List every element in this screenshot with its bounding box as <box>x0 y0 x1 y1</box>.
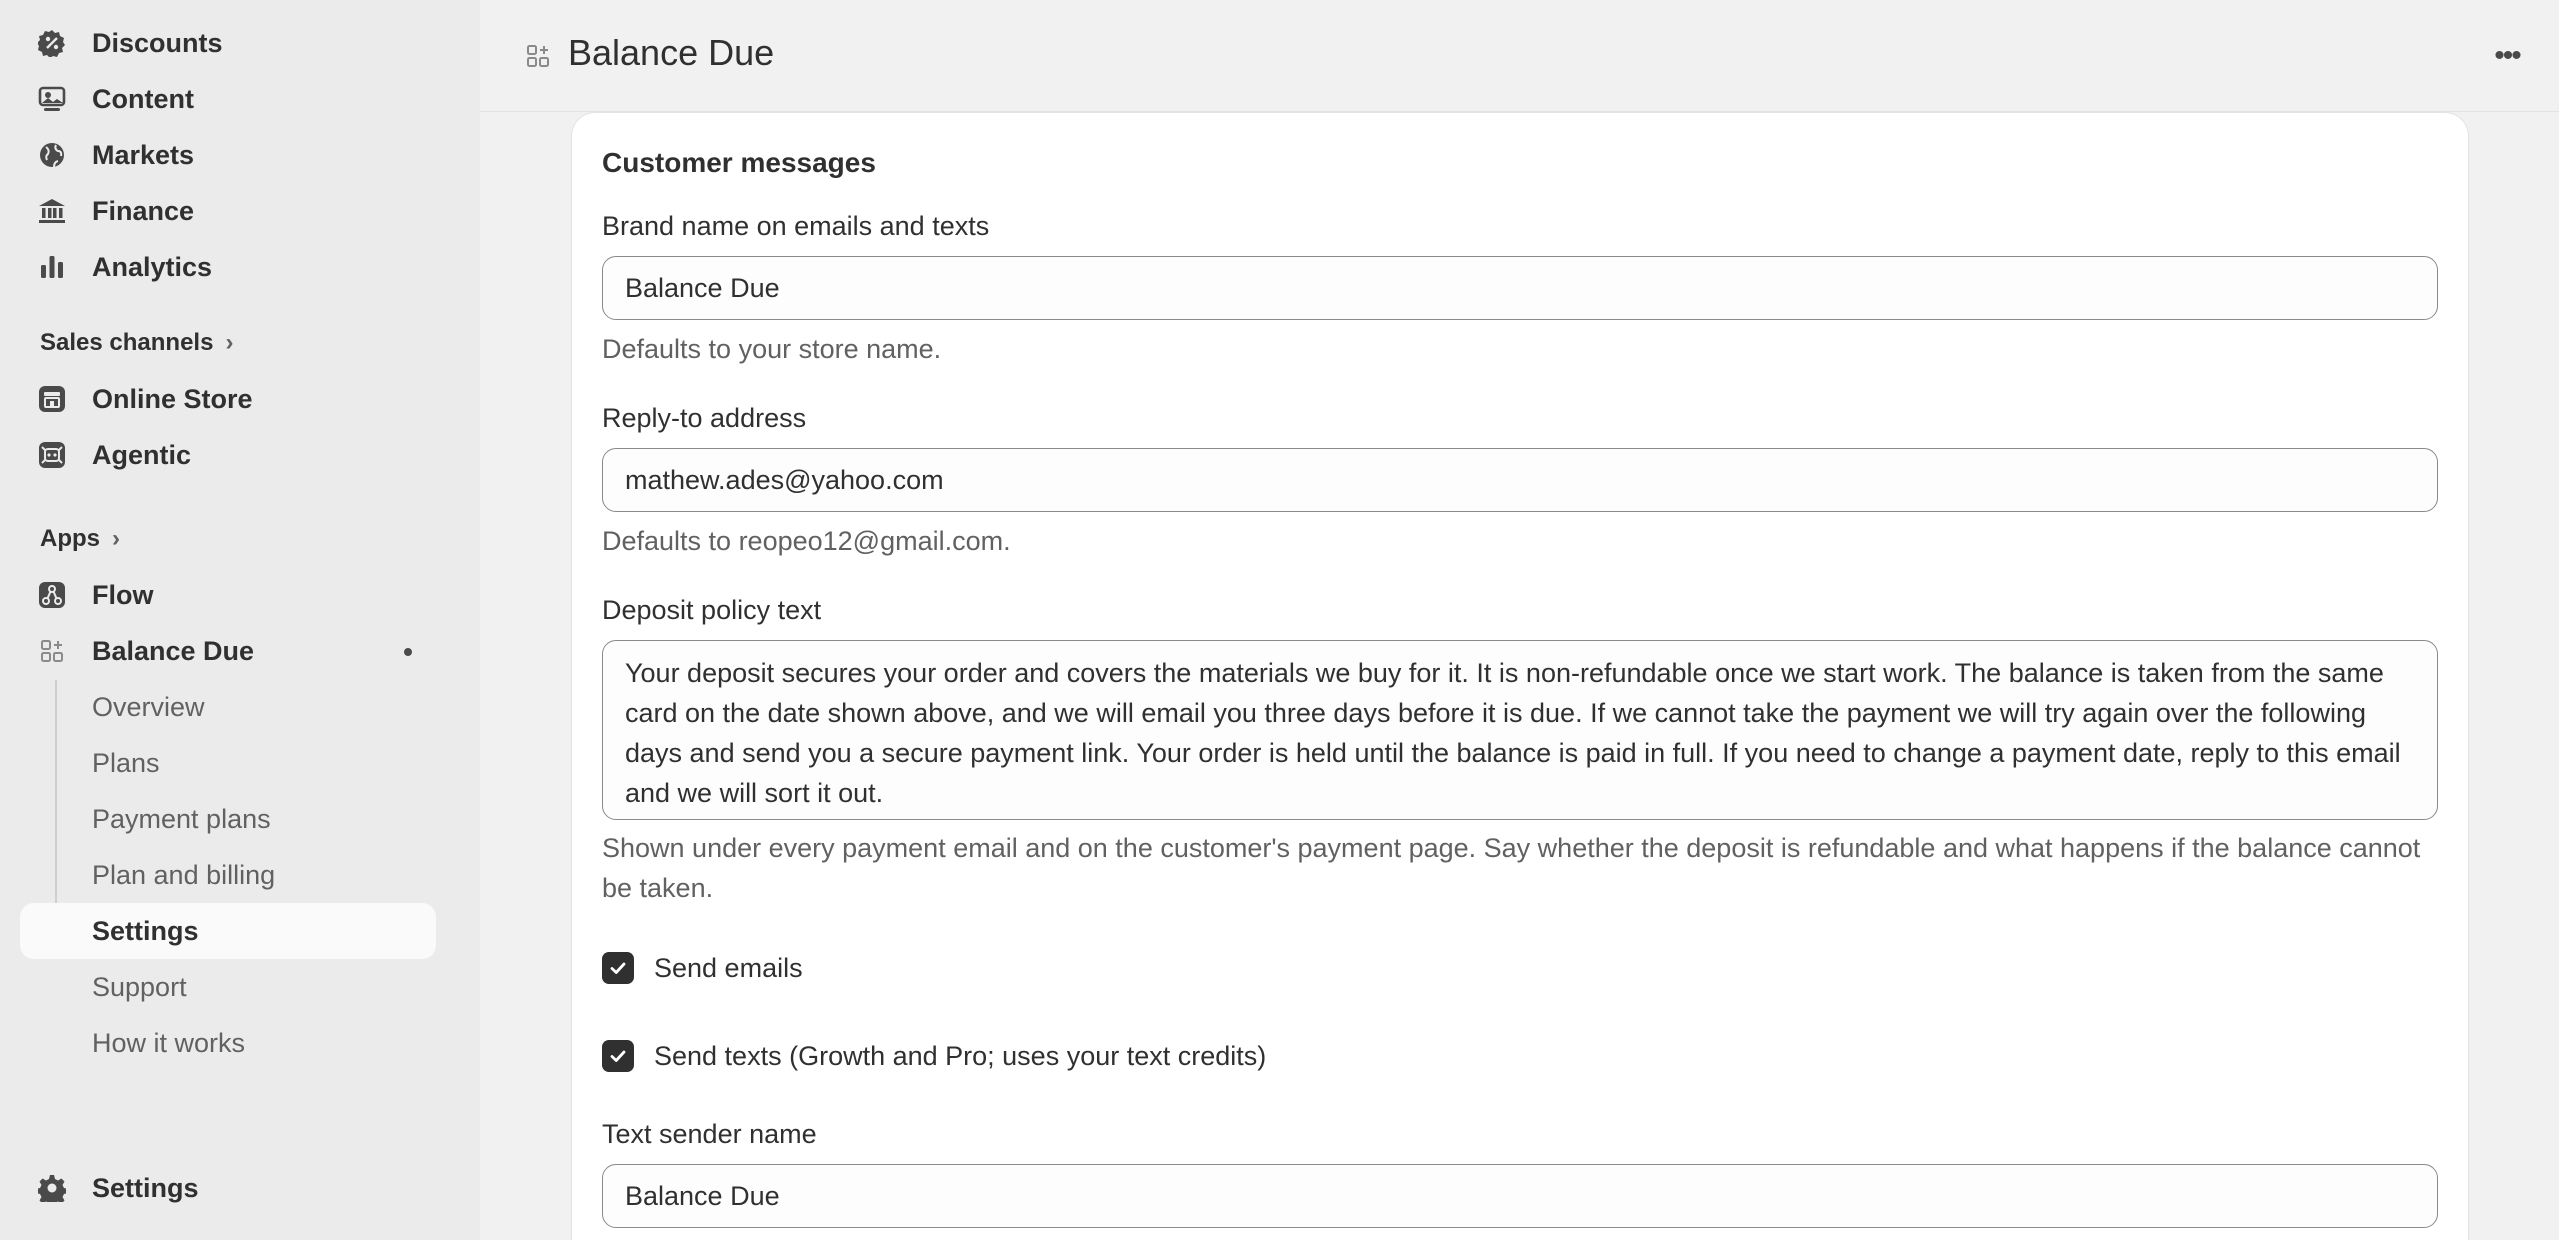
sidebar-item-label: Markets <box>92 139 195 170</box>
section-header-label: Sales channels <box>40 329 214 356</box>
globe-icon <box>38 141 66 169</box>
section-header-label: Apps <box>40 525 100 552</box>
sidebar-subitem-payment-plans[interactable] <box>20 791 436 847</box>
sidebar-subitem-label: Plans <box>92 747 160 778</box>
card-title: Customer messages <box>602 147 876 178</box>
store-icon <box>38 385 66 413</box>
unread-dot <box>404 648 412 656</box>
discount-icon <box>38 29 66 57</box>
sidebar-subitem-how-it-works[interactable] <box>20 1015 436 1071</box>
sidebar-subitem-label: Plan and billing <box>92 859 276 890</box>
sidebar-item-content[interactable] <box>20 71 436 127</box>
deposit-policy-textarea[interactable] <box>602 640 2438 820</box>
apps-header[interactable] <box>40 519 120 559</box>
sidebar-item-label: Online Store <box>92 383 253 414</box>
sidebar-item-agentic[interactable] <box>20 427 436 483</box>
send-emails-label: Send emails <box>654 952 803 983</box>
sidebar-item-balance-due[interactable] <box>20 623 436 679</box>
send-texts-checkbox-row[interactable] <box>602 1036 1266 1076</box>
agentic-icon <box>38 441 66 469</box>
sidebar-subitem-plan-and-billing[interactable] <box>20 847 436 903</box>
send-emails-checkbox-row[interactable] <box>602 948 803 988</box>
customer-messages-card <box>571 112 2469 1240</box>
flow-icon <box>38 581 66 609</box>
app-grid-icon <box>520 38 556 74</box>
sidebar-item-label: Balance Due <box>92 635 255 666</box>
sales-channels-header[interactable] <box>40 323 233 363</box>
brand-name-label: Brand name on emails and texts <box>602 211 990 241</box>
sidebar-item-label: Settings <box>92 1172 199 1203</box>
main-content <box>480 0 2559 1240</box>
more-actions-button[interactable] <box>2485 36 2529 76</box>
sidebar-item-label: Agentic <box>92 439 192 470</box>
reply-to-help: Defaults to reopeo12@gmail.com. <box>602 526 1011 556</box>
gear-icon <box>38 1174 66 1202</box>
chevron-right-icon: › <box>225 329 234 356</box>
sidebar-subitem-label: How it works <box>92 1027 246 1058</box>
sidebar-item-analytics[interactable] <box>20 239 436 295</box>
deposit-policy-label: Deposit policy text <box>602 595 822 625</box>
sidebar-subitem-settings[interactable] <box>20 903 436 959</box>
sidebar-item-label: Analytics <box>92 251 213 282</box>
sidebar-item-flow[interactable] <box>20 567 436 623</box>
sidebar-item-settings[interactable] <box>20 1160 436 1216</box>
page-title: Balance Due <box>568 32 775 73</box>
sidebar-item-online-store[interactable] <box>20 371 436 427</box>
send-texts-label: Send texts (Growth and Pro; uses your text credits) <box>654 1040 1267 1071</box>
checkmark-icon <box>608 1046 628 1066</box>
sidebar-subitem-support[interactable] <box>20 959 436 1015</box>
bar-chart-icon <box>38 253 66 281</box>
chevron-right-icon: › <box>112 525 120 552</box>
content-icon <box>38 85 66 113</box>
sidebar-subitem-label: Overview <box>92 691 205 722</box>
reply-to-input[interactable] <box>602 448 2438 512</box>
sidebar-item-label: Finance <box>92 195 195 226</box>
sidebar <box>0 0 480 1240</box>
sidebar-item-discounts[interactable] <box>20 15 436 71</box>
sidebar-subitem-overview[interactable] <box>20 679 436 735</box>
sidebar-subitem-label: Payment plans <box>92 803 271 834</box>
sidebar-subitem-label: Settings <box>92 915 199 946</box>
brand-name-input[interactable] <box>602 256 2438 320</box>
text-sender-input[interactable] <box>602 1164 2438 1228</box>
send-emails-checkbox[interactable] <box>602 952 634 984</box>
page-header <box>480 0 2559 112</box>
reply-to-label: Reply-to address <box>602 403 807 433</box>
sidebar-item-label: Content <box>92 83 194 114</box>
sidebar-subitem-plans[interactable] <box>20 735 436 791</box>
checkmark-icon <box>608 958 628 978</box>
sidebar-item-finance[interactable] <box>20 183 436 239</box>
sidebar-item-label: Flow <box>92 579 154 610</box>
more-horizontal-icon: ••• <box>2494 39 2520 72</box>
app-grid-icon <box>38 637 66 665</box>
sidebar-item-markets[interactable] <box>20 127 436 183</box>
deposit-policy-help: Shown under every payment email and on the customer's payment page. Say whether the deposit is refundable and what happens if the balance cannot be taken. <box>602 833 2421 903</box>
bank-icon <box>38 197 66 225</box>
send-texts-checkbox[interactable] <box>602 1040 634 1072</box>
sidebar-item-label: Discounts <box>92 27 223 58</box>
text-sender-label: Text sender name <box>602 1119 817 1149</box>
sidebar-subitem-label: Support <box>92 971 187 1002</box>
brand-name-help: Defaults to your store name. <box>602 334 942 364</box>
